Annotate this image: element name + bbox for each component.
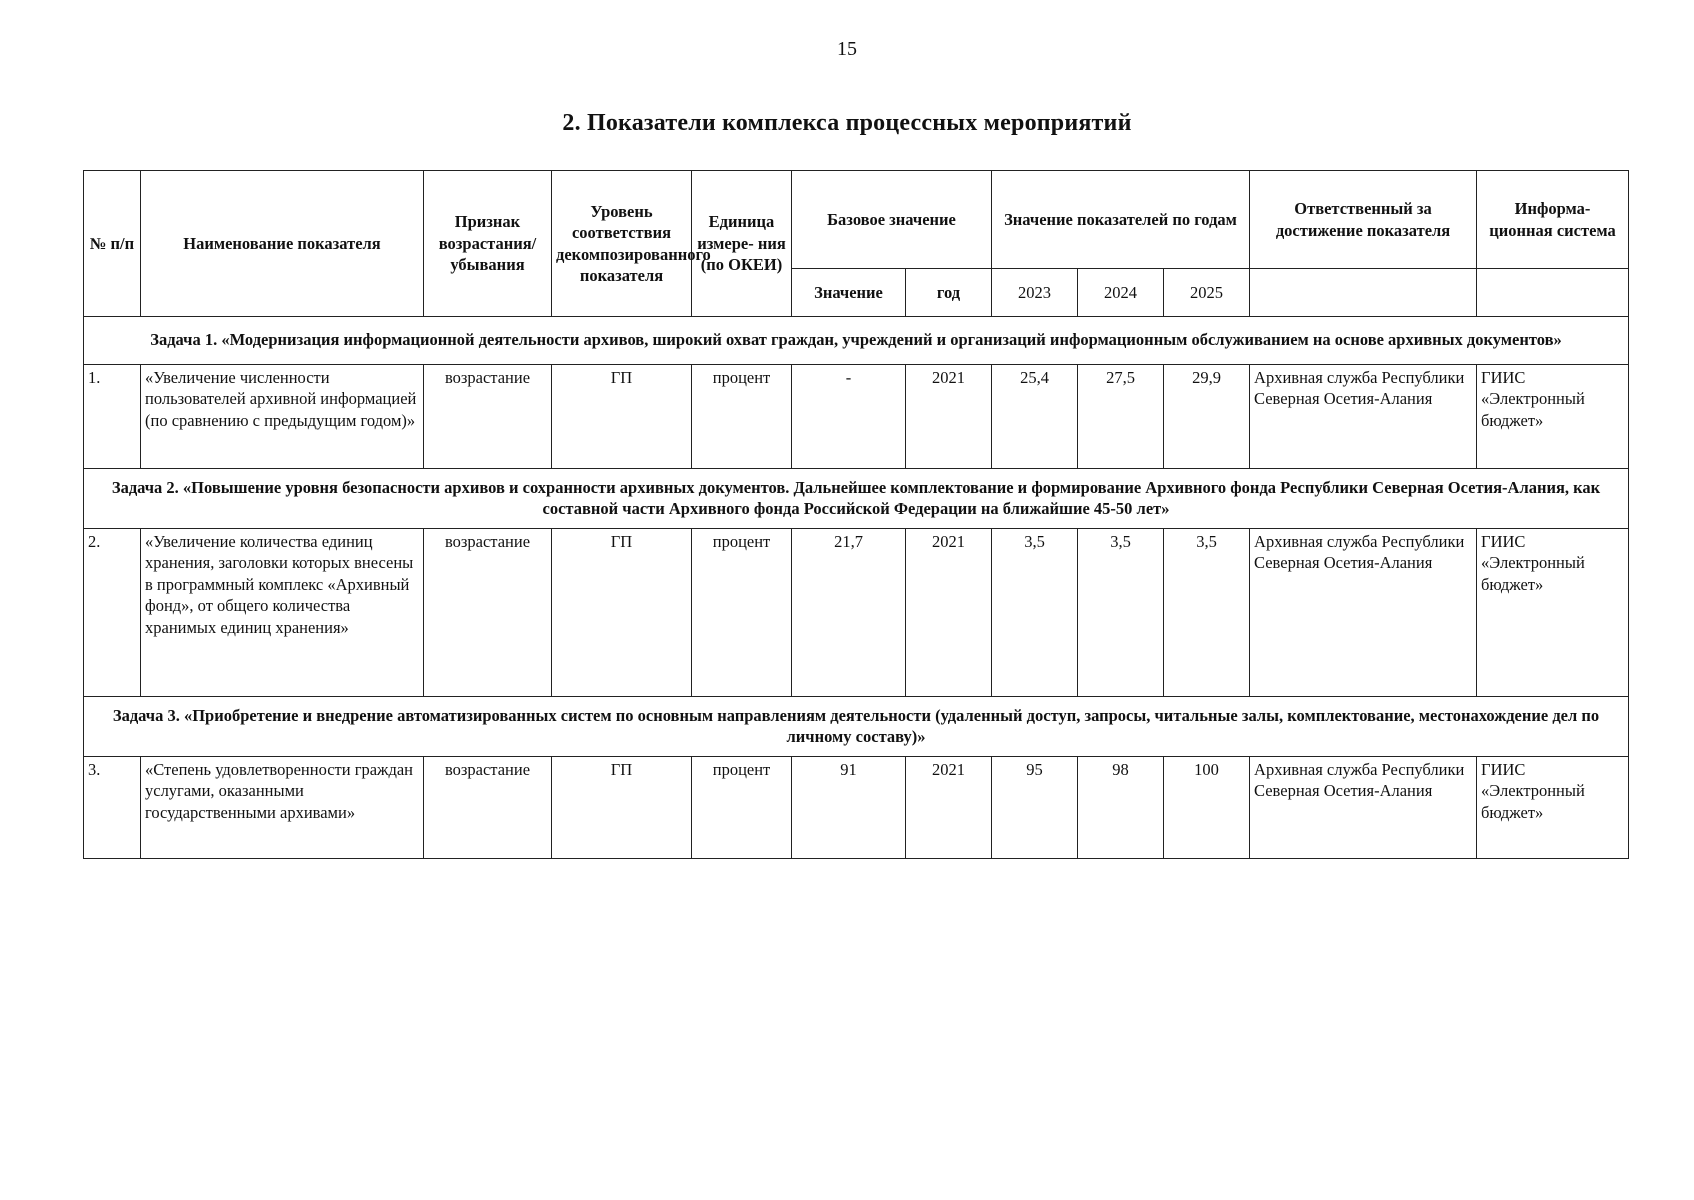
row-sign: возрастание xyxy=(424,529,552,697)
task-row-1 xyxy=(84,317,1629,365)
row-info-system: ГИИС «Электронный бюджет» xyxy=(1477,365,1629,469)
table-row xyxy=(84,529,1629,697)
table-row xyxy=(84,365,1629,469)
col-header-base: Базовое значение xyxy=(792,171,992,269)
task-row-3 xyxy=(84,697,1629,757)
col-header-2023: 2023 xyxy=(992,269,1078,317)
header-row-main xyxy=(84,171,1629,269)
row-value-2023: 95 xyxy=(992,757,1078,859)
task-title-2: Задача 2. «Повышение уровня безопасности архивов и сохранности архивных документов. Дальнейшее комплектование и формирование Архивного фонда Республики Северная Осетия-Алания, как составной части Архивного фонда Российской Федерации на ближайшие 45-50 лет» xyxy=(84,469,1629,529)
row-base-value: 91 xyxy=(792,757,906,859)
row-num: 3. xyxy=(84,757,141,859)
col-header-name: Наименование показателя xyxy=(141,171,424,317)
page-number: 15 xyxy=(837,38,857,60)
col-header-base-year: год xyxy=(906,269,992,317)
col-header-responsible-empty xyxy=(1250,269,1477,317)
row-name: «Увеличение численности пользователей архивной информацией (по сравнению с предыдущим годом)» xyxy=(141,365,424,469)
row-level: ГП xyxy=(552,365,692,469)
indicators-table-container xyxy=(83,170,1628,859)
col-header-unit: Единица измере- ния (по ОКЕИ) xyxy=(692,171,792,317)
row-unit: процент xyxy=(692,365,792,469)
col-header-sign: Признак возрастания/ убывания xyxy=(424,171,552,317)
row-responsible: Архивная служба Республики Северная Осетия-Алания xyxy=(1250,529,1477,697)
col-header-values-by-year: Значение показателей по годам xyxy=(992,171,1250,269)
row-unit: процент xyxy=(692,529,792,697)
col-header-base-value: Значение xyxy=(792,269,906,317)
col-header-2024: 2024 xyxy=(1078,269,1164,317)
row-num: 2. xyxy=(84,529,141,697)
row-base-year: 2021 xyxy=(906,757,992,859)
row-value-2025: 29,9 xyxy=(1164,365,1250,469)
row-base-value: 21,7 xyxy=(792,529,906,697)
row-value-2023: 3,5 xyxy=(992,529,1078,697)
row-base-year: 2021 xyxy=(906,365,992,469)
task-title-3: Задача 3. «Приобретение и внедрение автоматизированных систем по основным направлениям деятельности (удаленный доступ, запросы, читальные залы, комплектование, местонахождение дел по личному составу)» xyxy=(84,697,1629,757)
row-responsible: Архивная служба Республики Северная Осетия-Алания xyxy=(1250,365,1477,469)
col-header-2025: 2025 xyxy=(1164,269,1250,317)
row-level: ГП xyxy=(552,529,692,697)
row-num: 1. xyxy=(84,365,141,469)
row-info-system: ГИИС «Электронный бюджет» xyxy=(1477,529,1629,697)
row-value-2025: 3,5 xyxy=(1164,529,1250,697)
col-header-level: Уровень соответствия декомпозированного показателя xyxy=(552,171,692,317)
row-base-year: 2021 xyxy=(906,529,992,697)
col-header-info-system: Информа- ционная система xyxy=(1477,171,1629,269)
col-header-info-system-empty xyxy=(1477,269,1629,317)
row-info-system: ГИИС «Электронный бюджет» xyxy=(1477,757,1629,859)
row-name: «Увеличение количества единиц хранения, заголовки которых внесены в программный комплекс «Архивный фонд», от общего количества хранимых единиц хранения» xyxy=(141,529,424,697)
row-sign: возрастание xyxy=(424,757,552,859)
task-title-1: Задача 1. «Модернизация информационной деятельности архивов, широкий охват граждан, учреждений и организаций информационным обслуживанием на основе архивных документов» xyxy=(84,317,1629,365)
col-header-responsible: Ответственный за достижение показателя xyxy=(1250,171,1477,269)
row-value-2024: 3,5 xyxy=(1078,529,1164,697)
row-unit: процент xyxy=(692,757,792,859)
task-row-2 xyxy=(84,469,1629,529)
row-sign: возрастание xyxy=(424,365,552,469)
row-value-2024: 27,5 xyxy=(1078,365,1164,469)
col-header-num: № п/п xyxy=(84,171,141,317)
indicators-table xyxy=(83,170,1629,859)
table-row xyxy=(84,757,1629,859)
row-value-2024: 98 xyxy=(1078,757,1164,859)
section-title: 2. Показатели комплекса процессных мероприятий xyxy=(562,110,1132,136)
row-name: «Степень удовлетворенности граждан услугами, оказанными государственными архивами» xyxy=(141,757,424,859)
row-level: ГП xyxy=(552,757,692,859)
row-base-value: - xyxy=(792,365,906,469)
row-responsible: Архивная служба Республики Северная Осетия-Алания xyxy=(1250,757,1477,859)
row-value-2023: 25,4 xyxy=(992,365,1078,469)
row-value-2025: 100 xyxy=(1164,757,1250,859)
